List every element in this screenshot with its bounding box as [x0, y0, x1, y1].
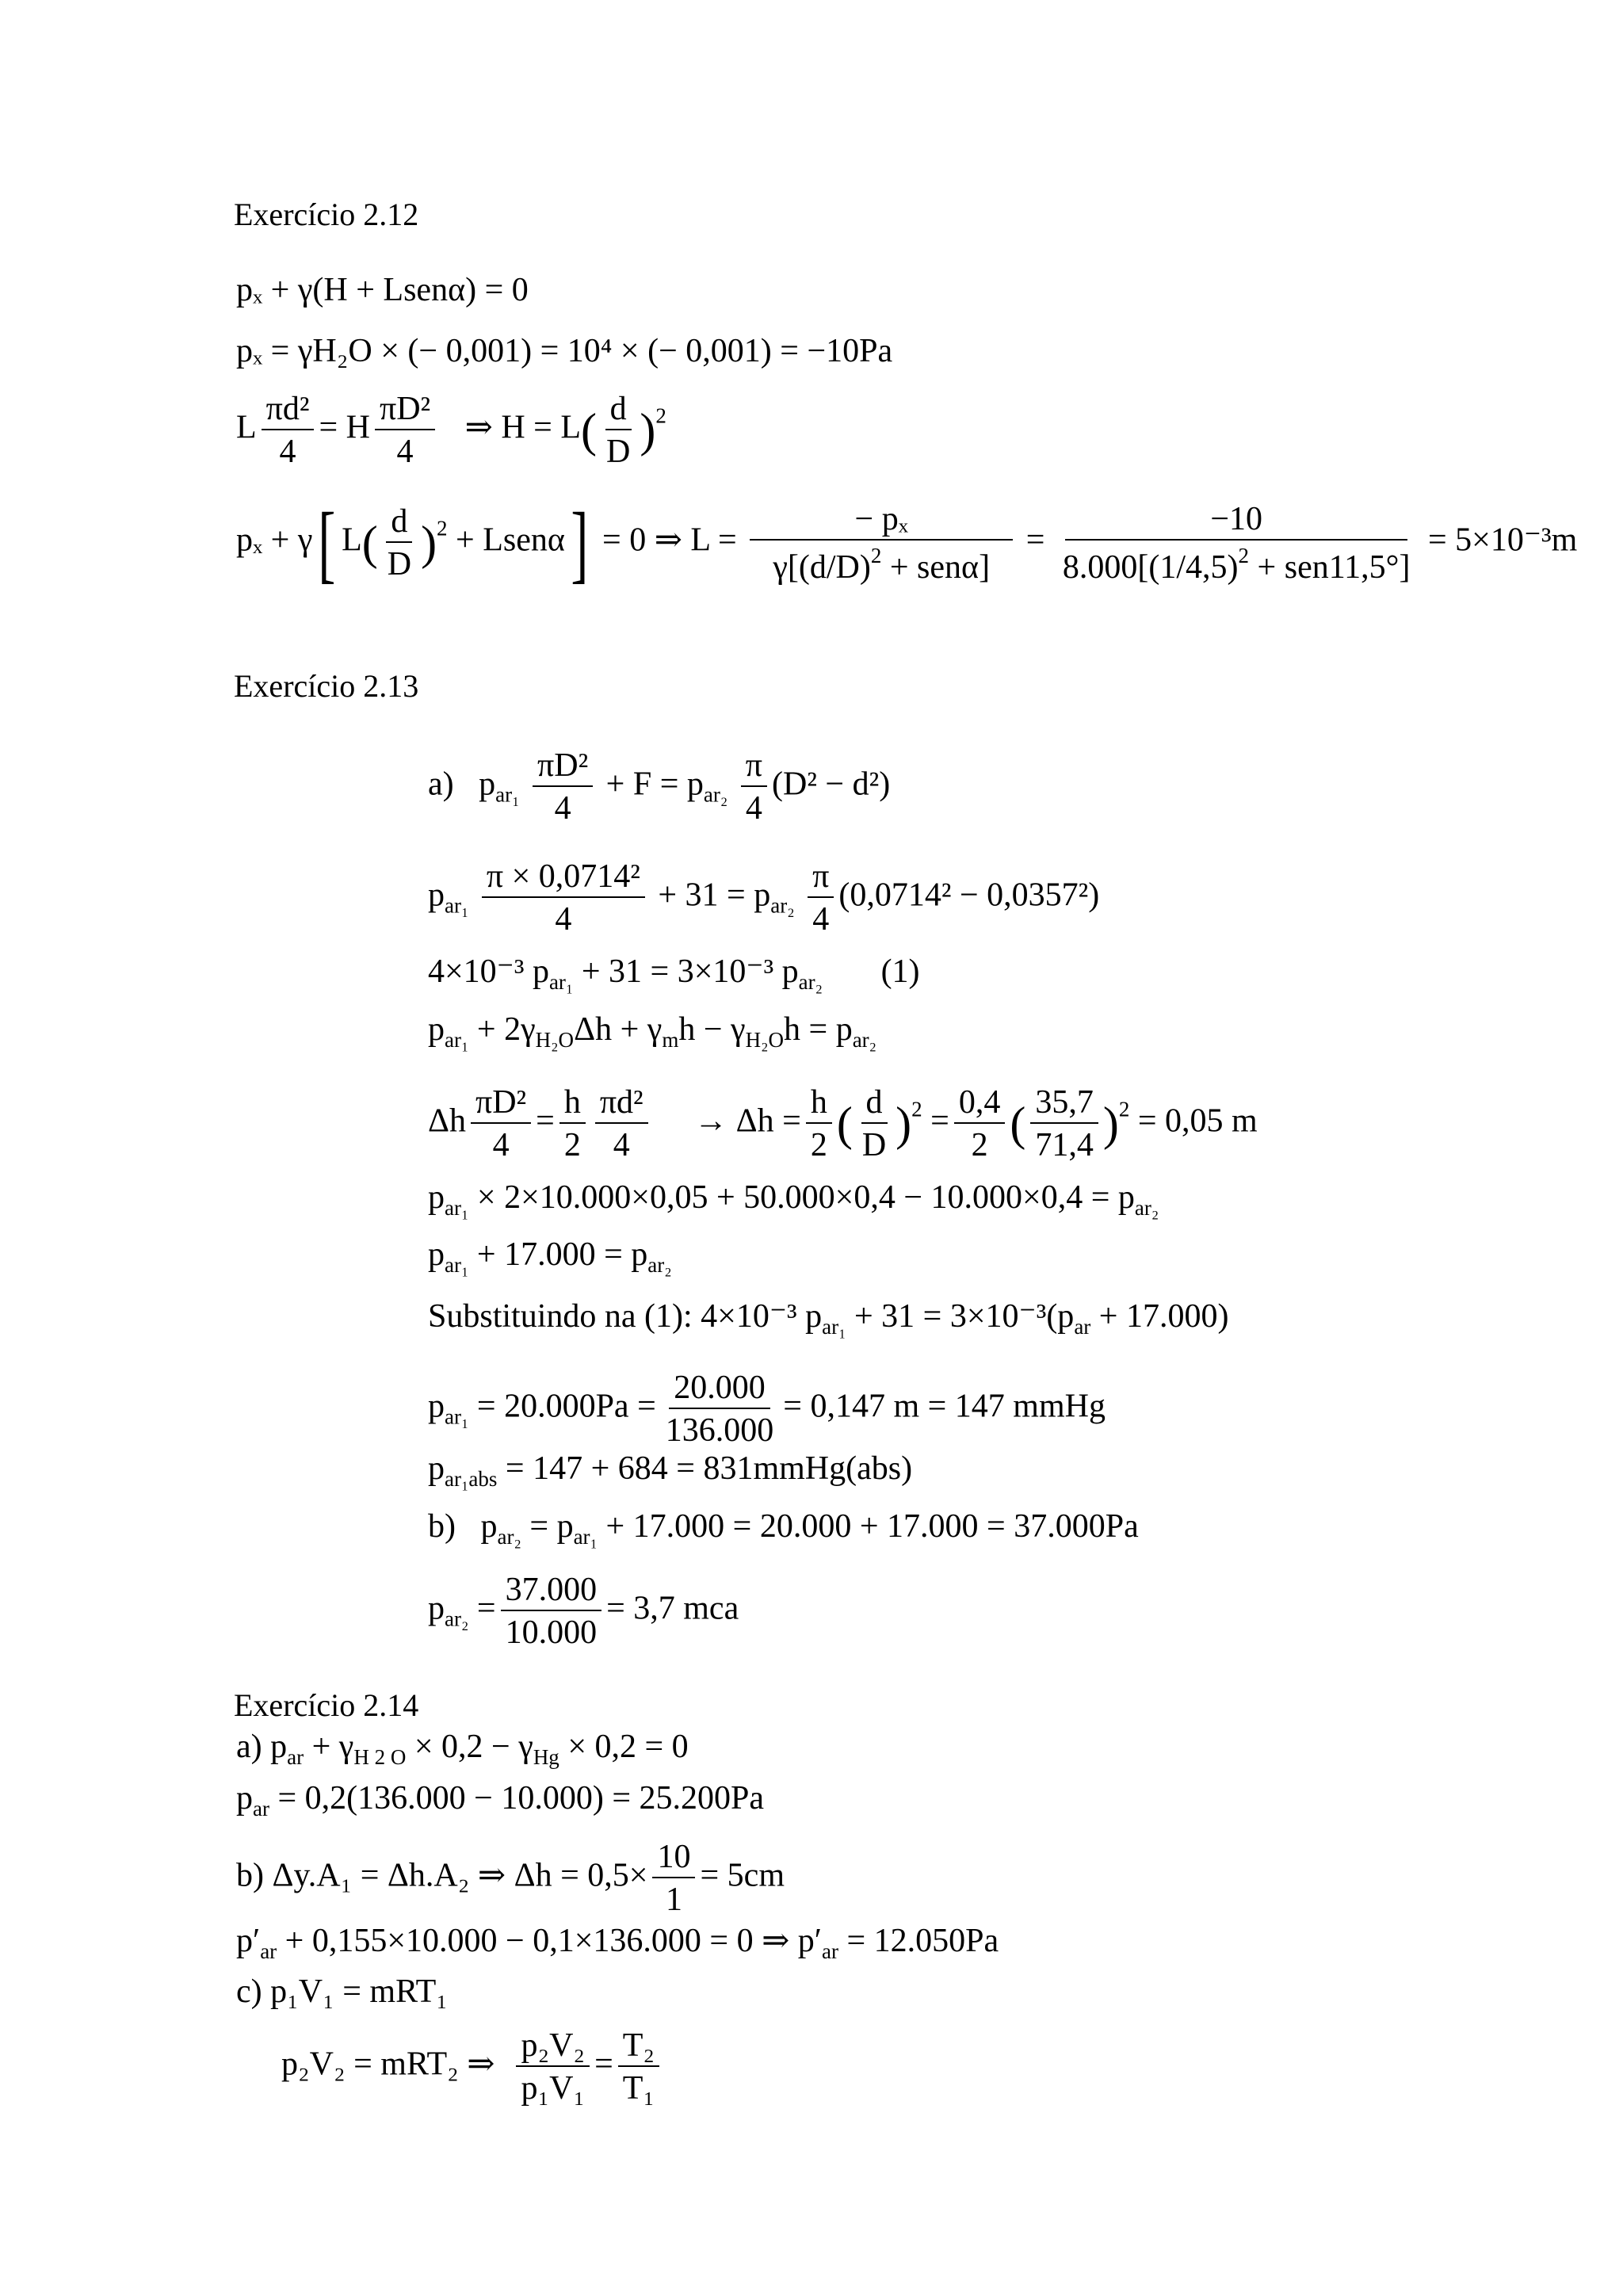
- equation-line: [428, 955, 920, 993]
- fraction: [482, 860, 645, 936]
- eq-term: =: [594, 2046, 613, 2083]
- eq-term: 4×10⁻³ p: [428, 953, 549, 990]
- subscript: ar₂: [647, 1253, 672, 1277]
- fraction: [954, 1086, 1006, 1162]
- eq-term: + 31 = 3×10⁻³ p: [581, 953, 799, 990]
- numerator: πd²: [262, 392, 315, 430]
- eq-term: + 31 = 3×10⁻³(p: [854, 1298, 1075, 1335]
- eq-term: p: [428, 1179, 445, 1216]
- subscript: ar₂: [852, 1028, 877, 1052]
- eq-term: 8.000: [1062, 548, 1138, 586]
- fraction: [857, 1086, 891, 1162]
- equation-line: [428, 1573, 739, 1649]
- denominator: 4: [613, 1127, 630, 1163]
- paren: ): [640, 404, 656, 457]
- equation-line: L $\frac{\text{πd²}}{4}$ = H $\frac{\text{πD²}}{4}$ ⇒ H = L( $\frac{d}{D}$ )$^2$: [236, 391, 666, 470]
- paren: ): [896, 1098, 912, 1150]
- equation-line: [428, 1300, 1228, 1338]
- numerator: πD²: [471, 1086, 531, 1124]
- eq-term: =: [476, 1590, 496, 1627]
- equation-line: [428, 749, 890, 825]
- equation-line: [428, 1452, 912, 1490]
- eq-term: h − γ: [678, 1011, 746, 1048]
- eq-term: = 0,147 m = 147 mmHg: [783, 1388, 1106, 1425]
- numerator: d: [386, 505, 412, 543]
- eq-term: + 2γ: [476, 1011, 536, 1048]
- eq-term: p: [236, 1780, 253, 1817]
- fraction: [375, 392, 435, 468]
- denominator: 1: [665, 1881, 682, 1918]
- eq-term: =: [1025, 521, 1045, 559]
- equation-line: [236, 1924, 999, 1962]
- numerator: 37.000: [501, 1573, 602, 1611]
- eq-term: + 31 = p: [658, 877, 771, 914]
- equation-line: [428, 1510, 1139, 1548]
- paren: (: [581, 404, 597, 457]
- subscript: ar₁: [548, 970, 574, 994]
- eq-term: 1: [1159, 548, 1177, 586]
- equation-line: [428, 1371, 1106, 1447]
- numerator: πD²: [375, 392, 435, 430]
- subscript: ar₁: [495, 782, 520, 807]
- denominator: 2: [810, 1127, 827, 1163]
- fraction: [652, 1840, 695, 1916]
- eq-term: = 5cm: [700, 1857, 785, 1894]
- denominator: T₁: [622, 2070, 655, 2107]
- equation-line: [281, 2029, 664, 2105]
- numerator: 10: [652, 1840, 695, 1878]
- eq-term: × 2×10.000×0,05 + 50.000×0,4 − 10.000×0,4 = p: [476, 1179, 1135, 1216]
- equation-tag: (1): [880, 953, 920, 990]
- fraction: [618, 2029, 659, 2105]
- denominator: $\gamma[(d/D)^2 + sen\alpha]$: [773, 543, 991, 586]
- eq-term: =: [930, 1102, 949, 1140]
- eq-term: p: [428, 1590, 445, 1627]
- subscript: ar₂: [1134, 1196, 1159, 1220]
- paren: ): [1102, 1098, 1119, 1150]
- denominator: D: [861, 1127, 887, 1163]
- equation-line: [428, 1238, 672, 1276]
- eq-term: = p: [529, 1508, 574, 1545]
- eq-term: a) p: [236, 1729, 288, 1765]
- eq-term: = 0,05 m: [1137, 1102, 1258, 1140]
- eq-term: = 147 + 684 = 831mmHg(abs): [505, 1450, 913, 1487]
- eq-term: = 0,2(136.000 − 10.000) = 25.200Pa: [277, 1780, 765, 1817]
- denominator: 136.000: [665, 1412, 774, 1449]
- eq-term: 4,5: [1186, 548, 1228, 586]
- eq-term: (D² − d²): [772, 766, 891, 803]
- denominator: $8.000[(1/4,5)^2 + sen11,5^\circ]$: [1062, 543, 1411, 586]
- equation-line: [428, 1181, 1159, 1219]
- eq-term: = H: [319, 409, 370, 446]
- numerator: πD²: [533, 749, 593, 787]
- subscript: ar: [1074, 1315, 1091, 1339]
- paren: ): [421, 517, 437, 569]
- bracket: [: [318, 495, 336, 591]
- equation-line: [236, 1840, 785, 1916]
- fraction: [383, 505, 416, 581]
- subscript: ar₁: [822, 1315, 846, 1339]
- numerator: − pₓ: [750, 502, 1013, 541]
- denominator: p₁V₁: [521, 2070, 586, 2107]
- eq-term: = 12.050Pa: [846, 1923, 999, 1959]
- fraction: [1058, 502, 1415, 584]
- numerator: π: [741, 749, 767, 787]
- eq-term: + γ: [311, 1729, 354, 1765]
- denominator: 4: [555, 901, 572, 938]
- subscript: m: [662, 1028, 679, 1052]
- eq-term: a): [428, 766, 454, 803]
- eq-term: p: [428, 1450, 445, 1487]
- subscript: H 2 O: [353, 1745, 407, 1769]
- fraction: [559, 1086, 586, 1162]
- eq-term: p: [479, 766, 496, 803]
- section-heading-2-14: Exercício 2.14: [234, 1687, 419, 1723]
- eq-term: ⇒ H = L: [464, 409, 581, 446]
- fraction: [741, 749, 767, 825]
- denominator: 4: [812, 901, 830, 938]
- denominator: 4: [745, 790, 762, 827]
- bracket: ]: [571, 495, 589, 591]
- eq-term: = 0 ⇒ L =: [602, 521, 737, 559]
- fraction: [516, 2029, 590, 2105]
- equation-line: pₓ = γH₂O × (− 0,001) = 10⁴ × (− 0,001) = −10Pa: [236, 333, 893, 369]
- numerator: h: [806, 1086, 832, 1124]
- eq-term: p: [428, 1388, 445, 1425]
- denominator: 4: [554, 790, 571, 827]
- subscript: ar₂: [445, 1606, 469, 1631]
- subscript: ar₂: [798, 970, 823, 994]
- fraction: [262, 392, 315, 468]
- subscript: ar₁abs: [445, 1467, 498, 1491]
- numerator: −10: [1065, 502, 1407, 541]
- equation-line: c) p₁V₁ = mRT₁: [236, 1973, 448, 2010]
- paren: (: [1010, 1098, 1026, 1150]
- paren: (: [836, 1098, 853, 1150]
- equation-line: Δh $\frac{\text{πD²}}{4}$ = $\frac{h}{2}$ $\frac{\text{πd²}}{4}$ → Δh = $\frac{h}{2}$ ( $\frac{d}{D}$ )$^2$ = $\frac{0,4}{2}$ ( $\frac{35,7}{71,4}$ )$^2$ = 0,05 m: [428, 1084, 1258, 1163]
- eq-term: b) Δy.A₁ = Δh.A₂ ⇒ Δh = 0,5×: [236, 1857, 648, 1894]
- eq-term: p: [428, 1011, 445, 1048]
- eq-term: p: [428, 877, 445, 914]
- eq-term: = 3,7 mca: [606, 1590, 739, 1627]
- eq-term: p: [428, 1236, 445, 1273]
- numerator: πd²: [595, 1086, 648, 1124]
- paren: (: [361, 517, 378, 569]
- subscript: H₂O: [745, 1028, 785, 1052]
- equation-line: [236, 1782, 764, 1820]
- eq-term: + Lsenα: [456, 521, 565, 559]
- fraction: [471, 1086, 531, 1162]
- denominator: 4: [396, 434, 414, 470]
- subscript: ar₁: [445, 1196, 469, 1220]
- eq-term: Δh + γ: [574, 1011, 663, 1048]
- subscript: ar₁: [573, 1525, 598, 1549]
- denominator: 2: [971, 1127, 988, 1163]
- subscript: ar₁: [445, 1404, 469, 1429]
- fraction: [661, 1371, 779, 1447]
- numerator: π × 0,0714²: [482, 860, 645, 898]
- eq-term: b): [428, 1508, 456, 1545]
- denominator: D: [605, 434, 631, 470]
- subscript: ar: [253, 1797, 269, 1820]
- subscript: ar₂: [703, 782, 728, 807]
- fraction: [1030, 1086, 1098, 1162]
- eq-term: =: [536, 1102, 555, 1140]
- numerator: p₂V₂: [516, 2029, 590, 2067]
- numerator: 20.000: [669, 1371, 770, 1409]
- subscript: ar₂: [770, 893, 795, 918]
- equation-line: [428, 860, 1099, 936]
- numerator: 0,4: [954, 1086, 1006, 1124]
- denominator: 4: [492, 1127, 510, 1163]
- fraction: [501, 1573, 602, 1649]
- denominator: 71,4: [1035, 1127, 1094, 1163]
- numerator: 35,7: [1030, 1086, 1098, 1124]
- section-heading-2-13: Exercício 2.13: [234, 668, 419, 704]
- eq-term: + sen11,5°: [1257, 548, 1400, 586]
- eq-term: p₂V₂ = mRT₂ ⇒: [281, 2046, 495, 2083]
- denominator: 4: [279, 434, 296, 470]
- subscript: H₂O: [535, 1028, 575, 1052]
- equation-line: pₓ + γ(H + Lsenα) = 0: [236, 272, 529, 308]
- eq-term: + 17.000): [1098, 1298, 1229, 1335]
- fraction: [595, 1086, 648, 1162]
- eq-term: p: [480, 1508, 498, 1545]
- eq-term: + 17.000 = p: [476, 1236, 648, 1273]
- denominator: 2: [563, 1127, 581, 1163]
- denominator: 10.000: [505, 1614, 598, 1651]
- fraction: [601, 392, 635, 468]
- numerator: d: [605, 392, 632, 430]
- fraction: [533, 749, 593, 825]
- denominator: D: [387, 546, 412, 583]
- equation-line: pₓ + γ[ L( $\frac{d}{D}$ )$^2$ + Lsenα] = 0 ⇒ L = $\frac{\text{− pₓ}}{\gamma[(d/D)^2 + sen\alpha]}$ = $\frac{-10}{8.000[(1/4,5)^2 + sen11,5^\circ]}$ = 5×10⁻³m: [236, 495, 1578, 591]
- numerator: h: [559, 1086, 586, 1124]
- subscript: ar₂: [497, 1525, 521, 1549]
- eq-term: × 0,2 = 0: [567, 1729, 689, 1765]
- eq-term: Substituindo na (1): 4×10⁻³ p: [428, 1298, 823, 1335]
- numerator: d: [861, 1086, 888, 1124]
- subscript: ar₁: [445, 1028, 469, 1052]
- eq-term: + senα: [889, 548, 980, 586]
- numerator: π: [808, 860, 834, 898]
- eq-term: = 20.000Pa =: [476, 1388, 656, 1425]
- fraction: [750, 502, 1013, 584]
- section-heading-2-12: Exercício 2.12: [234, 197, 419, 232]
- fraction: [806, 1086, 832, 1162]
- eq-term: → Δh =: [694, 1102, 801, 1140]
- eq-term: × 0,2 − γ: [414, 1729, 533, 1765]
- subscript: ar: [821, 1939, 838, 1963]
- eq-term: h = p: [784, 1011, 853, 1048]
- subscript: ar₁: [445, 1253, 469, 1277]
- eq-term: + 0,155×10.000 − 0,1×136.000 = 0 ⇒ p′: [285, 1923, 822, 1959]
- eq-term: p′: [236, 1923, 261, 1959]
- equation-line: [428, 1013, 876, 1051]
- eq-term: = 5×10⁻³m: [1427, 521, 1578, 559]
- subscript: ar₁: [445, 893, 469, 918]
- equation-line: [236, 1730, 689, 1768]
- eq-term: L: [236, 409, 257, 446]
- subscript: ar: [287, 1745, 304, 1769]
- numerator: T₂: [618, 2029, 659, 2067]
- eq-term: (0,0714² − 0,0357²): [838, 877, 1100, 914]
- eq-term: + F = p: [605, 766, 704, 803]
- eq-term: Δh: [428, 1102, 467, 1140]
- eq-term: pₓ + γ: [236, 521, 313, 559]
- eq-term: L: [342, 521, 362, 559]
- fraction: [808, 860, 834, 936]
- subscript: Hg: [533, 1745, 559, 1769]
- eq-term: γ: [773, 548, 788, 586]
- eq-term: + 17.000 = 20.000 + 17.000 = 37.000Pa: [605, 1508, 1139, 1545]
- subscript: ar: [260, 1939, 277, 1963]
